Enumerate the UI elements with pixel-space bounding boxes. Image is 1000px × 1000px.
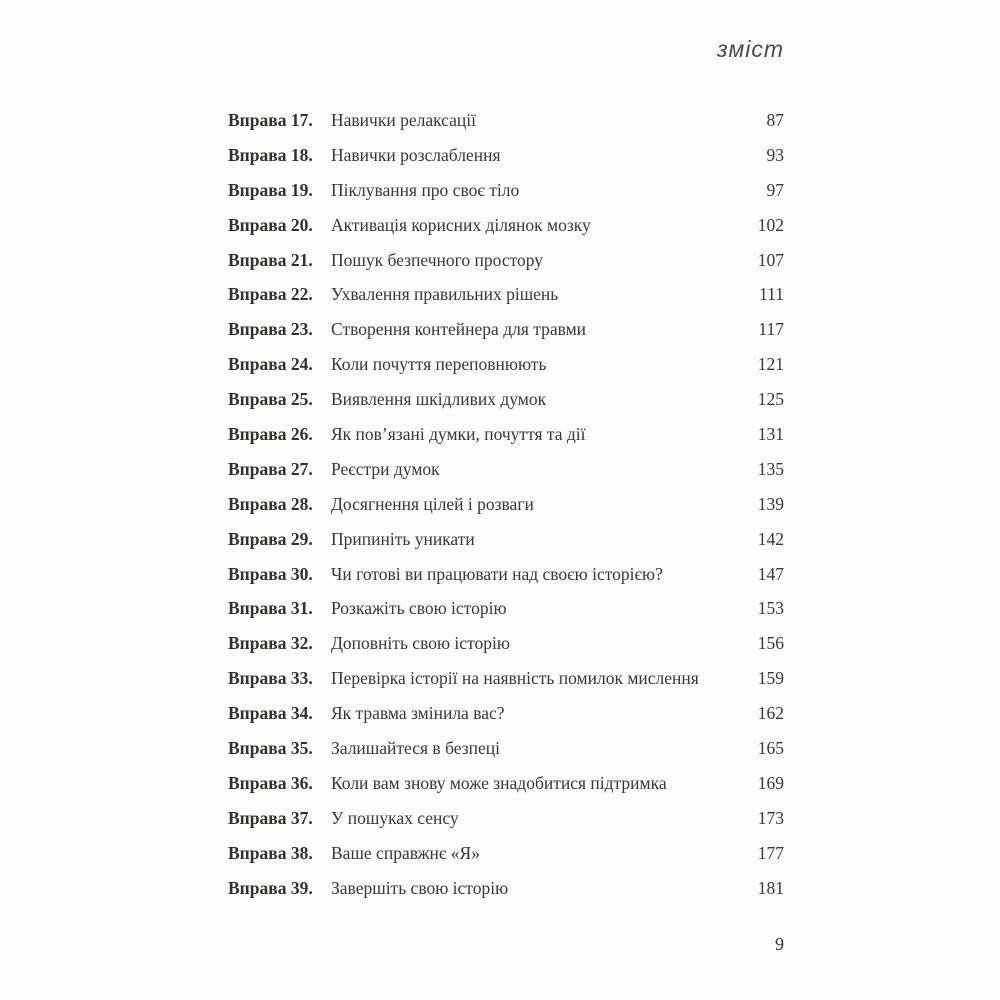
toc-entry-label: Вправа 29. bbox=[228, 528, 313, 549]
toc-entry-page-number: 87 bbox=[766, 110, 784, 130]
toc-entry-page-number: 181 bbox=[757, 877, 784, 898]
toc-entry-page-number: 177 bbox=[757, 842, 784, 863]
toc-entry-page-number: 142 bbox=[757, 528, 784, 549]
toc-entry-label: Вправа 30. bbox=[228, 563, 313, 584]
toc-entry-title: Активація корисних ділянок мозку bbox=[331, 214, 591, 235]
toc-entry bbox=[228, 591, 784, 626]
toc-entry bbox=[228, 243, 784, 278]
toc-entry bbox=[228, 626, 784, 661]
toc-entry-title: Завершіть свою історію bbox=[331, 877, 509, 898]
toc-entry-page-number: 147 bbox=[757, 563, 784, 584]
toc-entry bbox=[228, 522, 784, 557]
toc-entry-title: Піклування про своє тіло bbox=[331, 179, 520, 200]
toc-entry-label: Вправа 24. bbox=[228, 354, 313, 375]
toc-entry-label: Вправа 19. bbox=[228, 179, 313, 200]
toc-entry-title: Як травма змінила вас? bbox=[331, 703, 505, 724]
toc-entry-label: Вправа 22. bbox=[228, 284, 313, 305]
toc-entry-page-number: 173 bbox=[757, 807, 784, 828]
toc-entry-title: Ваше справжнє «Я» bbox=[331, 842, 480, 863]
toc-entry-label: Вправа 36. bbox=[228, 772, 313, 793]
toc-entry-label: Вправа 33. bbox=[228, 668, 313, 689]
toc-entry-label: Вправа 17. bbox=[228, 110, 313, 130]
toc-entry-title: Доповніть свою історію bbox=[331, 633, 510, 654]
toc-entry-page-number: 169 bbox=[757, 772, 784, 793]
toc-entry bbox=[228, 801, 784, 836]
toc-entry bbox=[228, 696, 784, 731]
toc-entry bbox=[228, 277, 784, 312]
toc-entry-title: Припиніть уникати bbox=[331, 528, 475, 549]
toc-entry-page-number: 107 bbox=[757, 249, 784, 270]
toc-entry-page-number: 165 bbox=[757, 738, 784, 759]
toc-entry-label: Вправа 37. bbox=[228, 807, 313, 828]
toc-entry-label: Вправа 34. bbox=[228, 703, 313, 724]
toc-entry-page-number: 117 bbox=[758, 319, 784, 340]
toc-entry-title: Досягнення цілей і розваги bbox=[331, 493, 534, 514]
toc-entry-label: Вправа 32. bbox=[228, 633, 313, 654]
toc-entry-label: Вправа 21. bbox=[228, 249, 313, 270]
toc-entry-page-number: 153 bbox=[757, 598, 784, 619]
toc-entry bbox=[228, 208, 784, 243]
toc-entry-page-number: 125 bbox=[757, 389, 784, 410]
toc-entry-label: Вправа 35. bbox=[228, 738, 313, 759]
toc-entry-label: Вправа 20. bbox=[228, 214, 313, 235]
toc-entry-label: Вправа 27. bbox=[228, 458, 313, 479]
toc-entry-page-number: 121 bbox=[757, 354, 784, 375]
toc-entry-label: Вправа 23. bbox=[228, 319, 313, 340]
toc-entry-label: Вправа 31. bbox=[228, 598, 313, 619]
toc-entry bbox=[228, 871, 784, 906]
toc-entry-label: Вправа 26. bbox=[228, 424, 313, 445]
toc-entry-title: Залишайтеся в безпеці bbox=[331, 738, 501, 759]
toc-entry bbox=[228, 766, 784, 801]
toc-entry-title: У пошуках сенсу bbox=[331, 807, 459, 828]
toc-entry-page-number: 156 bbox=[757, 633, 784, 654]
toc-entry bbox=[228, 661, 784, 696]
toc-entry-title: Пошук безпечного простору bbox=[331, 249, 544, 270]
page-number: 9 bbox=[775, 934, 784, 954]
toc-entry bbox=[228, 417, 784, 452]
toc-entry-label: Вправа 25. bbox=[228, 389, 313, 410]
toc-entry-title: Реєстри думок bbox=[331, 458, 440, 479]
toc-entry-title: Перевірка історії на наявність помилок мислення bbox=[331, 668, 699, 689]
toc-entry-title: Навички розслаблення bbox=[331, 144, 501, 165]
page-title: зміст bbox=[717, 36, 784, 62]
toc-entry-title: Чи готові ви працювати над своєю історією? bbox=[331, 563, 663, 584]
toc-entry-page-number: 139 bbox=[757, 493, 784, 514]
toc-entry-page-number: 97 bbox=[766, 179, 784, 200]
toc-entry bbox=[228, 173, 784, 208]
toc-entry-title: Ухвалення правильних рішень bbox=[331, 284, 559, 305]
toc-entry-page-number: 131 bbox=[757, 424, 784, 445]
toc-entry bbox=[228, 138, 784, 173]
toc-entry-label: Вправа 38. bbox=[228, 842, 313, 863]
table-of-contents bbox=[228, 103, 784, 905]
toc-entry bbox=[228, 836, 784, 871]
toc-entry-page-number: 159 bbox=[757, 668, 784, 689]
toc-entry-title: Коли вам знову може знадобитися підтримка bbox=[331, 772, 667, 793]
toc-entry bbox=[228, 382, 784, 417]
toc-entry-title: Як пов’язані думки, почуття та дії bbox=[331, 424, 586, 445]
toc-entry-page-number: 102 bbox=[757, 214, 784, 235]
toc-entry-page-number: 111 bbox=[759, 284, 784, 305]
toc-entry-title: Виявлення шкідливих думок bbox=[331, 389, 547, 410]
toc-entry bbox=[228, 452, 784, 487]
toc-entry bbox=[228, 347, 784, 382]
toc-entry-title: Розкажіть свою історію bbox=[331, 598, 507, 619]
book-page bbox=[228, 0, 784, 1000]
toc-entry-label: Вправа 18. bbox=[228, 144, 313, 165]
toc-entry bbox=[228, 312, 784, 347]
toc-entry bbox=[228, 731, 784, 766]
toc-entry bbox=[228, 487, 784, 522]
toc-entry-page-number: 162 bbox=[757, 703, 784, 724]
toc-entry bbox=[228, 557, 784, 592]
toc-entry-label: Вправа 39. bbox=[228, 877, 313, 898]
toc-entry-label: Вправа 28. bbox=[228, 493, 313, 514]
toc-entry-page-number: 93 bbox=[766, 144, 784, 165]
toc-entry-title: Створення контейнера для травми bbox=[331, 319, 587, 340]
toc-entry bbox=[228, 103, 784, 138]
toc-entry-page-number: 135 bbox=[757, 458, 784, 479]
toc-entry-title: Коли почуття переповнюють bbox=[331, 354, 547, 375]
toc-entry-title: Навички релаксації bbox=[331, 110, 476, 130]
